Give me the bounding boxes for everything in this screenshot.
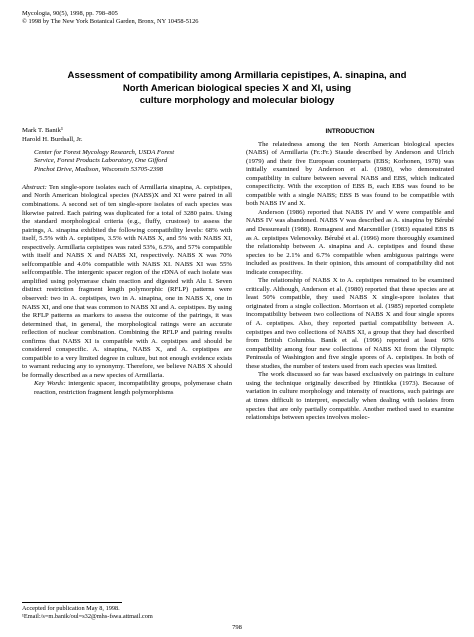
- abstract: [22, 184, 232, 381]
- abstract-text: Ten single-spore isolates each of Armillaria sinapina, A. cepistipes, and North American biological species (NABS)X and XI were paired in all combinations. A second set of ten single-spore isolates of each species was likewise paired. Each pairing was duplicated for a total of 3280 pairs. Using the standard morphological criteria (e.g., fluffy, crustose) to assess the pairings, A. sinapina exhibited the following compatibility levels: 68% with itself, 5.5% with A. cepistipes, 3.5% with NABS X, and 5% with NABS XI, respectively. Armillaria cepistipes was rated 53%, 6.5%, and 57% compatible with itself and NABS X and NABS XI, respectively. NABS X was 70% selfcompatible and 4.0% compatible with NABS XI. NABS XI was 55% selfcompatible. The intergenic spacer region of the rDNA of each isolate was amplified using polymerase chain reaction and digested with Alu I. Seven distinct restriction fragment length polymorphic (RFLP) patterns were observed: two in A. cepistipes, two in A. sinapina, one in NABS X, one in NABS XI, and one that was common to NABS XI and A. cepistipes. By using the RFLP patterns as markers to assess the outcome of the pairings, it was determined that, in general, the morphological ratings were an accurate reflection of nuclear combination. Combining the RFLP and pairing results confirms that NABS XI is compatible with A. cepistipes and should be considered conspecific. A. sinapina, NABS X, and A. cepistipes are compatible to a very limited degree in culture, but not enough evidence exists to warrant reducing any to synonymy. Therefore, we believe NABS X should be formally described as a new species of Armillaria.: [22, 183, 232, 379]
- journal-citation: Mycologia, 90(5), 1998, pp. 798–805: [22, 10, 118, 17]
- affiliation-line-2: Service, Forest Products Laboratory, One Gifford: [34, 157, 168, 165]
- author-list: [22, 127, 232, 144]
- right-column: [246, 128, 454, 423]
- keywords: [22, 380, 232, 397]
- intro-paragraph-1: The relatedness among the ten North American biological species (NABS) of Armillaria (Fr.:Fr.) Staude described by Anderson and Ulrich (1979) and their five European counterparts (EBS; Korhonen, 1978) was initially examined by Anderson et al. (1980), who demonstrated compatibility in culture between several NABS and EBS, which indicated conspecificity. With the exception of EBS B, each EBS was found to be compatible with a single NABS; EBS B was found to be compatible with both NABS IV and X.: [246, 140, 454, 208]
- title-line-1: Assessment of compatibility among Armillaria cepistipes, A. sinapina, and: [67, 70, 407, 81]
- affiliation-line-1: Center for Forest Mycology Research, USDA Forest: [34, 149, 175, 156]
- footnote-email: ¹Email:/s=m.banik/oul=s32@mhs-fswa.attmail.com: [22, 613, 153, 620]
- abstract-label: Abstract:: [22, 183, 47, 191]
- intro-paragraph-3: The relationship of NABS X to A. cepistipes remained to be examined critically. Although, Anderson et al. (1980) reported that these species are at least 50% compatible, they used NABS X single-spore isolates that originated from a single collection. Morrison et al. (1985) reported complete incompatibility between two collections of NABS X and four single spores of A. cepistipes. Also, they reported partial compatibility between A. cepistipes and two collections of NABS XI, a group that they had described from British Columbia. Banik et al. (1996) reported at least 60% compatibility among four new collections of NABS XI from the Olympic Peninsula of Washington and five single spores of A. cepistipes. In both of these studies, the number of testers used from each species was limited.: [246, 277, 454, 370]
- title-line-2: North American biological species X and XI, using: [122, 82, 352, 94]
- keywords-text: intergenic spacer, incompatibility groups, polymerase chain reaction, restriction fragment length polymorphisms: [34, 380, 232, 397]
- affiliation-line-3: Pinchot Drive, Madison, Wisconsin 53705-2398: [34, 165, 163, 173]
- journal-header: [22, 10, 199, 26]
- introduction-heading: INTRODUCTION: [325, 128, 375, 135]
- footnote-accepted: Accepted for publication May 8, 1998.: [22, 605, 120, 612]
- footnote: [22, 602, 153, 621]
- intro-paragraph-4: The work discussed so far was based exclusively on pairings in culture using the technique originally described by Hintikka (1973). Because of variation in culture morphology and intensity of reactions, such pairings are at times difficult to interpret, especially when dealing with isolates from species that are only partially compatible. Another method used to examine relationships between species involves molec-: [246, 371, 454, 422]
- keywords-label: Key Words:: [34, 380, 66, 388]
- intro-paragraph-2: Anderson (1986) reported that NABS IV and V were compatible and NABS IV was abandoned. NABS V was described as A. sinapina by Bérubé and Dessureault (1988). Romagnesi and Marxmüller (1983) equated EBS B as A. cepistipes Velenovsky. Bérubé et al. (1996) more thoroughly examined the relationship between A. sinapina and A. cepistipes and found these species to be 2.1% and 6.7% compatible when ambiguous pairings were included as positives. In their opinion, this amount of compatibility did not indicate conspecifity.: [246, 208, 454, 276]
- author-2: Harold H. Burdsall, Jr.: [22, 135, 83, 143]
- title-line-3: culture morphology and molecular biology: [139, 95, 335, 106]
- article-title: [22, 70, 452, 108]
- left-column: [22, 127, 232, 398]
- author-1: Mark T. Banik¹: [22, 127, 63, 134]
- affiliation: [22, 149, 232, 174]
- page-number: 798: [232, 624, 242, 631]
- copyright-line: © 1998 by The New York Botanical Garden, Bronx, NY 10458-5126: [22, 18, 199, 25]
